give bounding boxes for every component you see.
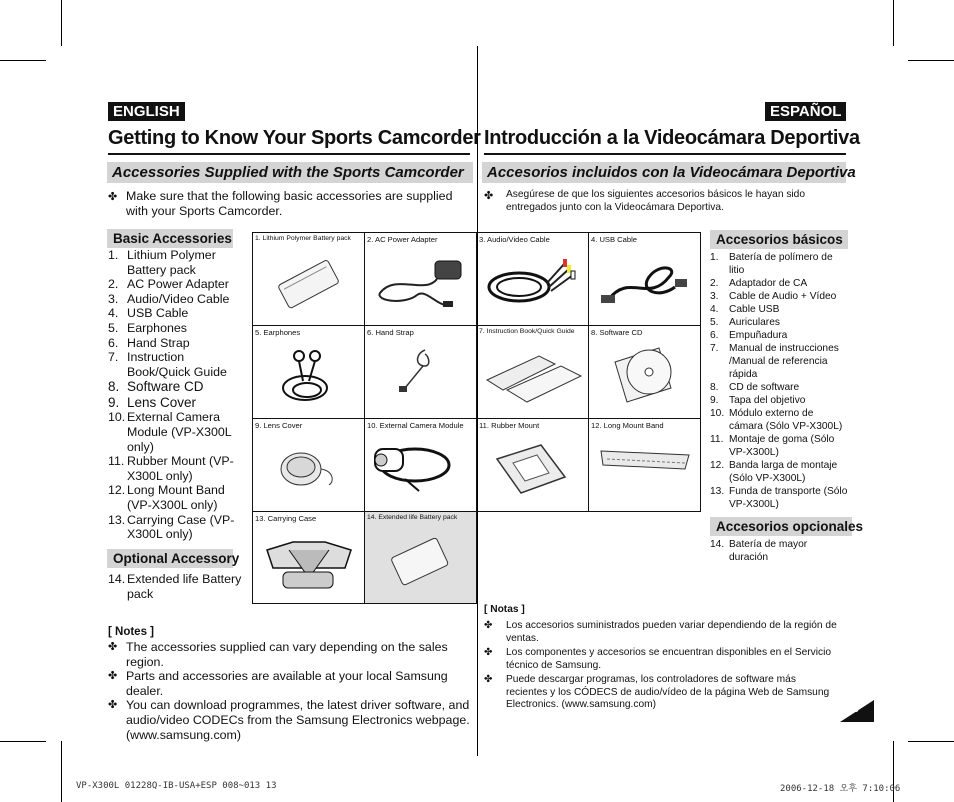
note-item: ✤ Los accesorios suministrados pueden variar dependiendo de la región de ventas.: [484, 620, 837, 644]
spanish-optional-list: [710, 538, 840, 564]
list-item: 13. Funda de transporte (Sólo VP-X300L): [710, 486, 848, 510]
crop-mark: [908, 741, 954, 742]
grid-cell-label: 11. Rubber Mount: [479, 421, 540, 430]
accessory-grid: [252, 232, 701, 604]
english-subtitle: Accessories Supplied with the Sports Camcorder: [107, 162, 473, 183]
grid-cell-usb: [589, 233, 701, 326]
english-intro-line2: with your Sports Camcorder.: [126, 203, 283, 218]
list-item: 7. Manual de instrucciones /Manual de referencia rápida: [710, 343, 839, 380]
grid-cell-extended-battery: [365, 512, 477, 604]
spanish-notes-heading: [ Notas ]: [484, 604, 525, 615]
note-item: ✤ You can download programmes, the latest driver software, and audio/video CODECs from the Samsung Electronics webpage. (www.samsung.com): [108, 698, 470, 742]
grid-cell-software-cd: [589, 326, 701, 419]
list-item: 2. Adaptador de CA: [710, 278, 808, 289]
crop-mark: [61, 741, 62, 802]
note-item: ✤ Parts and accessories are available at your local Samsung dealer.: [108, 669, 448, 698]
grid-cell-label: 6. Hand Strap: [367, 328, 414, 337]
spanish-intro-line1: Asegúrese de que los siguientes accesorios básicos le hayan sido: [506, 189, 806, 200]
list-item: 6. Hand Strap: [108, 335, 190, 350]
list-item: 1. Lithium Polymer Battery pack: [108, 248, 216, 277]
grid-cell-lens-cover: [253, 419, 365, 512]
spanish-optional-heading: Accesorios opcionales: [710, 517, 852, 536]
spanish-intro: [506, 188, 846, 214]
crop-mark: [0, 741, 46, 742]
grid-cell-label: 3. Audio/Video Cable: [479, 235, 550, 244]
spanish-basic-heading: Accesorios básicos: [710, 230, 848, 249]
av-cable-icon: [477, 233, 589, 326]
spanish-label: ESPAÑOL: [765, 102, 846, 121]
english-title: Getting to Know Your Sports Camcorder: [108, 127, 481, 149]
grid-cell-manual: [477, 326, 589, 419]
list-item: 1. Batería de polímero de litio: [710, 252, 833, 276]
rubber-mount-icon: [477, 419, 589, 512]
list-item: 11. Rubber Mount (VP-X300L only): [108, 454, 234, 483]
english-label: ENGLISH: [108, 102, 185, 121]
spanish-notes: [484, 620, 840, 712]
english-intro: [126, 189, 471, 218]
spanish-title: Introducción a la Videocámara Deportiva: [484, 127, 860, 149]
intro-bullet-icon: ✤: [484, 190, 494, 202]
battery-icon: [253, 233, 365, 326]
list-item: 6. Empuñadura: [710, 330, 788, 341]
grid-cell-rubber-mount: [477, 419, 589, 512]
earphones-icon: [253, 326, 365, 419]
list-item: 10. Módulo externo de cámara (Sólo VP-X300L): [710, 408, 843, 432]
grid-cell-label: 10. External Camera Module: [367, 421, 464, 430]
list-item: 2. AC Power Adapter: [108, 277, 229, 292]
note-item: ✤ Puede descargar programas, los controladores de software más recientes y los CÓDECS de audio/vídeo de la página Web de Samsung Electronics. (www.samsung.com): [484, 674, 830, 710]
grid-cell-label: 13. Carrying Case: [255, 514, 317, 523]
grid-cell-av-cable: [477, 233, 589, 326]
list-item: 3. Audio/Video Cable: [108, 291, 230, 306]
list-item: 8. CD de software: [710, 382, 800, 393]
list-item: 9. Lens Cover: [108, 394, 197, 410]
grid-cell-carrying-case: [253, 512, 365, 604]
spanish-subtitle: Accesorios incluidos con la Videocámara Deportiva: [482, 162, 846, 183]
list-item: 5. Earphones: [108, 320, 187, 335]
power-adapter-icon: [365, 233, 477, 326]
carrying-case-icon: [253, 512, 365, 604]
usb-cable-icon: [589, 233, 701, 326]
english-title-rule: [108, 153, 470, 155]
grid-cell-hand-strap: [365, 326, 477, 419]
grid-cell-mount-band: [589, 419, 701, 512]
english-optional-list: [108, 572, 248, 601]
english-intro-line1: Make sure that the following basic accessories are supplied: [126, 189, 453, 203]
grid-cell-label: 14. Extended life Battery pack: [367, 514, 458, 521]
lens-cover-icon: [253, 419, 365, 512]
page-number: 13: [846, 703, 859, 715]
list-item: 4. USB Cable: [108, 306, 189, 321]
list-item: 10. External Camera Module (VP-X300L only): [108, 410, 232, 454]
list-item: 3. Cable de Audio + Vídeo: [710, 291, 837, 302]
grid-cell-label: 12. Long Mount Band: [591, 421, 664, 430]
english-basic-list: [108, 248, 248, 542]
grid-cell-label: 4. USB Cable: [591, 235, 638, 244]
grid-cell-label: 7. Instruction Book/Quick Guide: [479, 328, 575, 335]
list-item: 9. Tapa del objetivo: [710, 395, 806, 406]
crop-mark: [0, 60, 46, 61]
hand-strap-icon: [365, 326, 477, 419]
camera-module-icon: [365, 419, 477, 512]
list-item: 11. Montaje de goma (Sólo VP-X300L): [710, 434, 835, 458]
grid-cell-label: 5. Earphones: [255, 328, 301, 337]
footer-left: VP-X300L 01228Q-IB-USA+ESP 008~013 13: [76, 781, 277, 791]
manual-icon: [477, 326, 589, 419]
english-notes-heading: [ Notes ]: [108, 626, 154, 638]
crop-mark: [893, 0, 894, 46]
grid-cell-label: 8. Software CD: [591, 328, 643, 337]
list-item: 7. Instruction Book/Quick Guide: [108, 350, 227, 379]
grid-cell-battery: [253, 233, 365, 326]
english-notes: [108, 640, 470, 742]
list-item: 4. Cable USB: [710, 304, 780, 315]
english-basic-heading: Basic Accessories: [107, 229, 233, 248]
software-cd-icon: [589, 326, 701, 419]
list-item: 12. Long Mount Band (VP-X300L only): [108, 483, 225, 512]
crop-mark: [908, 60, 954, 61]
grid-cell-label: 2. AC Power Adapter: [367, 235, 438, 244]
list-item: 13. Carrying Case (VP-X300L only): [108, 512, 235, 542]
list-item: 14. Batería de mayor duración: [710, 539, 808, 563]
grid-cell-earphones: [253, 326, 365, 419]
spanish-title-rule: [484, 153, 846, 155]
battery-icon: [365, 512, 477, 604]
footer-right: 2006-12-18 오후 7:10:06: [780, 784, 901, 794]
list-item: 5. Auriculares: [710, 317, 780, 328]
crop-mark: [61, 0, 62, 46]
grid-cell-adapter: [365, 233, 477, 326]
intro-bullet-icon: ✤: [108, 191, 118, 203]
english-optional-heading: Optional Accessory: [107, 549, 233, 568]
spanish-basic-list: [710, 251, 850, 511]
grid-cell-camera-module: [365, 419, 477, 512]
grid-cell-label: 9. Lens Cover: [255, 421, 303, 430]
grid-cell-label: 1. Lithium Polymer Battery pack: [255, 235, 351, 242]
mount-band-icon: [589, 419, 701, 512]
list-item: 12. Banda larga de montaje (Sólo VP-X300L): [710, 460, 838, 484]
spanish-intro-line2: entregados junto con la Videocámara Deportiva.: [506, 202, 724, 213]
list-item: 14. Extended life Battery pack: [108, 572, 242, 601]
list-item: 8. Software CD: [108, 379, 204, 395]
note-item: ✤ The accessories supplied can vary depending on the sales region.: [108, 640, 448, 669]
note-item: ✤ Los componentes y accesorios se encuentran disponibles en el Servicio técnico de Samsung.: [484, 647, 832, 671]
